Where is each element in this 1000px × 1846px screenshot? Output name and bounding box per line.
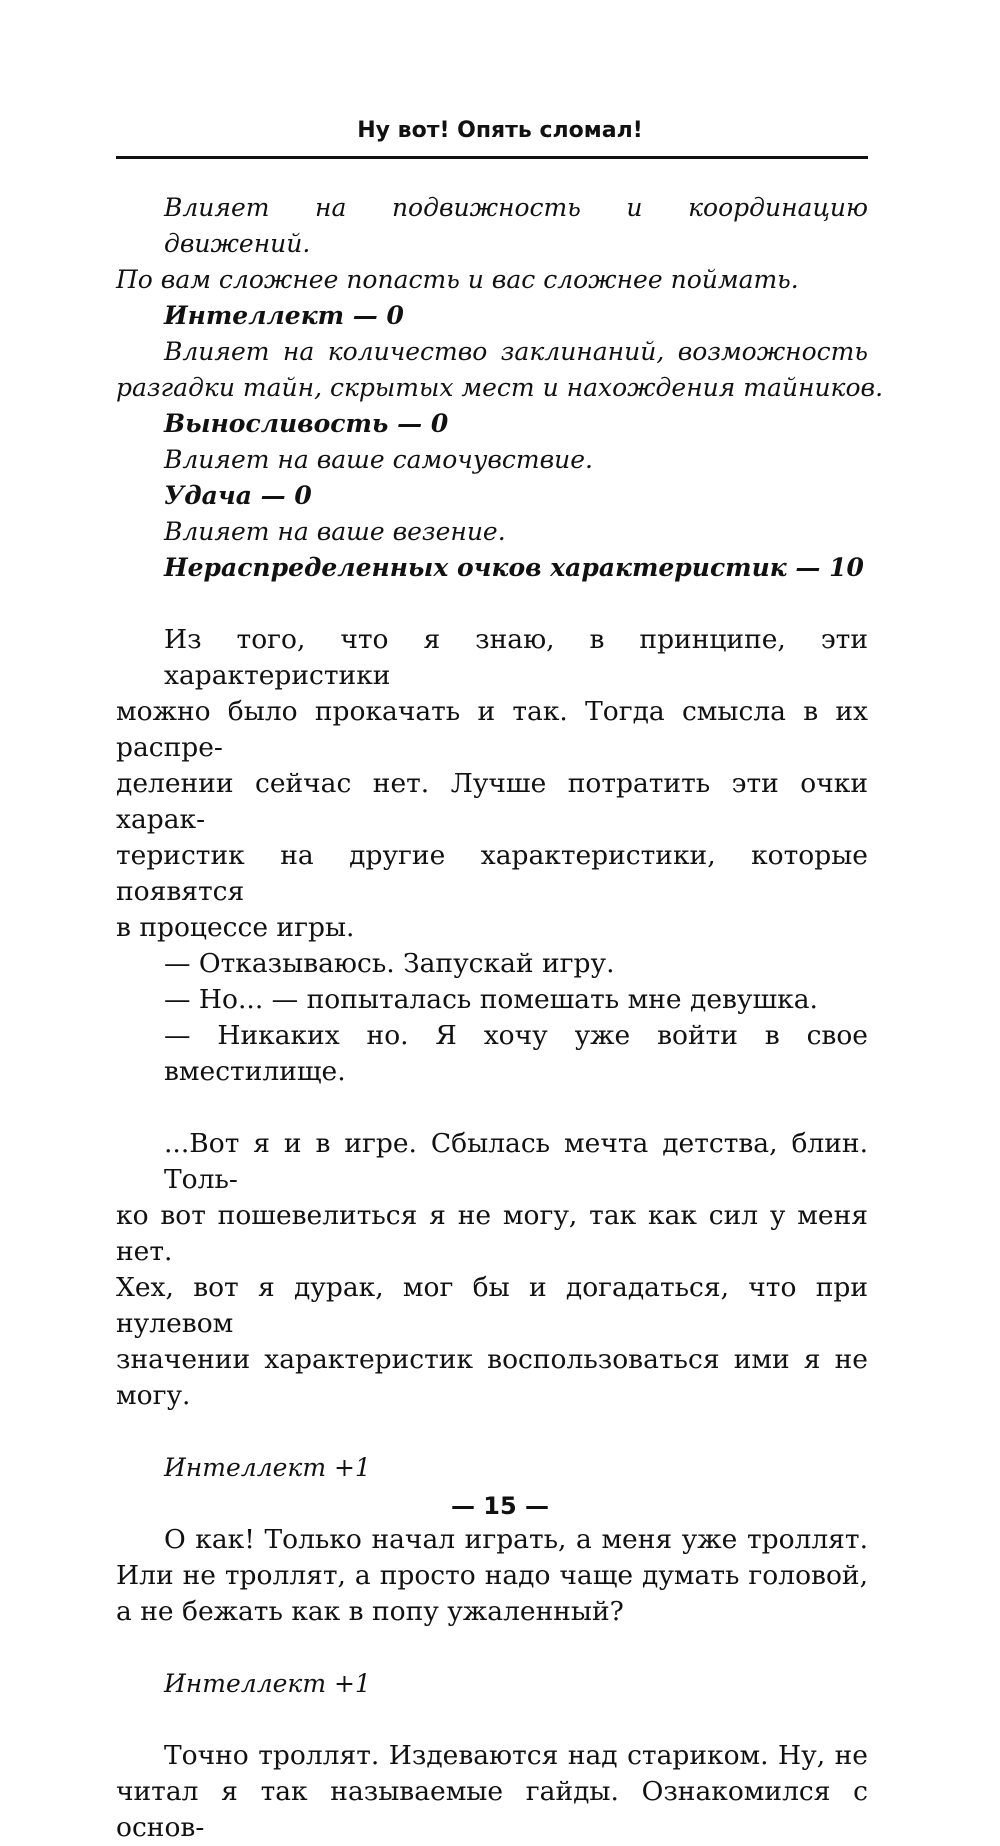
text-line: теристик на другие характеристики, которые появятся (116, 840, 868, 907)
text-line: делении сейчас нет. Лучше потратить эти очки харак- (116, 768, 868, 835)
text-line: ко вот пошевелиться я не могу, так как сил у меня нет. (116, 1200, 868, 1267)
paragraph-gap (116, 1702, 868, 1738)
stat-label-stamina: Выносливость — 0 (164, 409, 449, 438)
text-line: в процессе игры. (116, 912, 355, 943)
stat-label-intellect: Интеллект — 0 (164, 301, 404, 330)
system-notice: Интеллект +1 (164, 1669, 371, 1698)
stat-description: Влияет на ваше самочувствие. (164, 445, 593, 474)
paragraph-gap (116, 1414, 868, 1450)
paragraph-gap (116, 586, 868, 622)
paragraph-gap (116, 1090, 868, 1126)
text-line: Хех, вот я дурак, мог бы и догадаться, что при нулевом (116, 1272, 868, 1339)
paragraph-gap (116, 1630, 868, 1666)
text-line: можно было прокачать и так. Тогда смысла в их распре- (116, 696, 868, 763)
stat-description: Влияет на подвижность и координацию движений. (164, 193, 868, 258)
text-line: Или не троллят, а просто надо чаще думать головой, (116, 1560, 868, 1591)
text-line: О как! Только начал играть, а меня уже троллят. (164, 1524, 868, 1555)
body-text (116, 190, 884, 1846)
text-line: а не бежать как в попу ужаленный? (116, 1596, 624, 1627)
text-line: читал я так называемые гайды. Ознакомился с основ- (116, 1776, 868, 1843)
stat-label-unallocated: Нераспределенных очков характеристик — 10 (164, 553, 864, 582)
text-line: Точно троллят. Издеваются над стариком. Ну, не (164, 1740, 868, 1771)
system-notice: Интеллект +1 (164, 1453, 371, 1482)
stat-label-luck: Удача — 0 (164, 481, 312, 510)
stat-description: По вам сложнее попасть и вас сложнее поймать. (116, 265, 799, 294)
page-number: — 15 — (450, 1492, 550, 1520)
dialogue-line: — Но... — попыталась помешать мне девушка. (164, 984, 818, 1015)
running-head: Ну вот! Опять сломал! (357, 118, 643, 143)
header-rule (116, 156, 868, 159)
dialogue-line: — Никаких но. Я хочу уже войти в свое вместилище. (164, 1020, 868, 1087)
stat-description: разгадки тайн, скрытых мест и нахождения тайников. (116, 373, 884, 402)
text-line: значении характеристик воспользоваться ими я не могу. (116, 1344, 868, 1411)
stat-description: Влияет на количество заклинаний, возможность (164, 337, 868, 366)
dialogue-line: — Отказываюсь. Запускай игру. (164, 948, 615, 979)
stat-description: Влияет на ваше везение. (164, 517, 506, 546)
text-line: Из того, что я знаю, в принципе, эти характеристики (164, 624, 868, 691)
text-line: ...Вот я и в игре. Сбылась мечта детства, блин. Толь- (164, 1128, 868, 1195)
